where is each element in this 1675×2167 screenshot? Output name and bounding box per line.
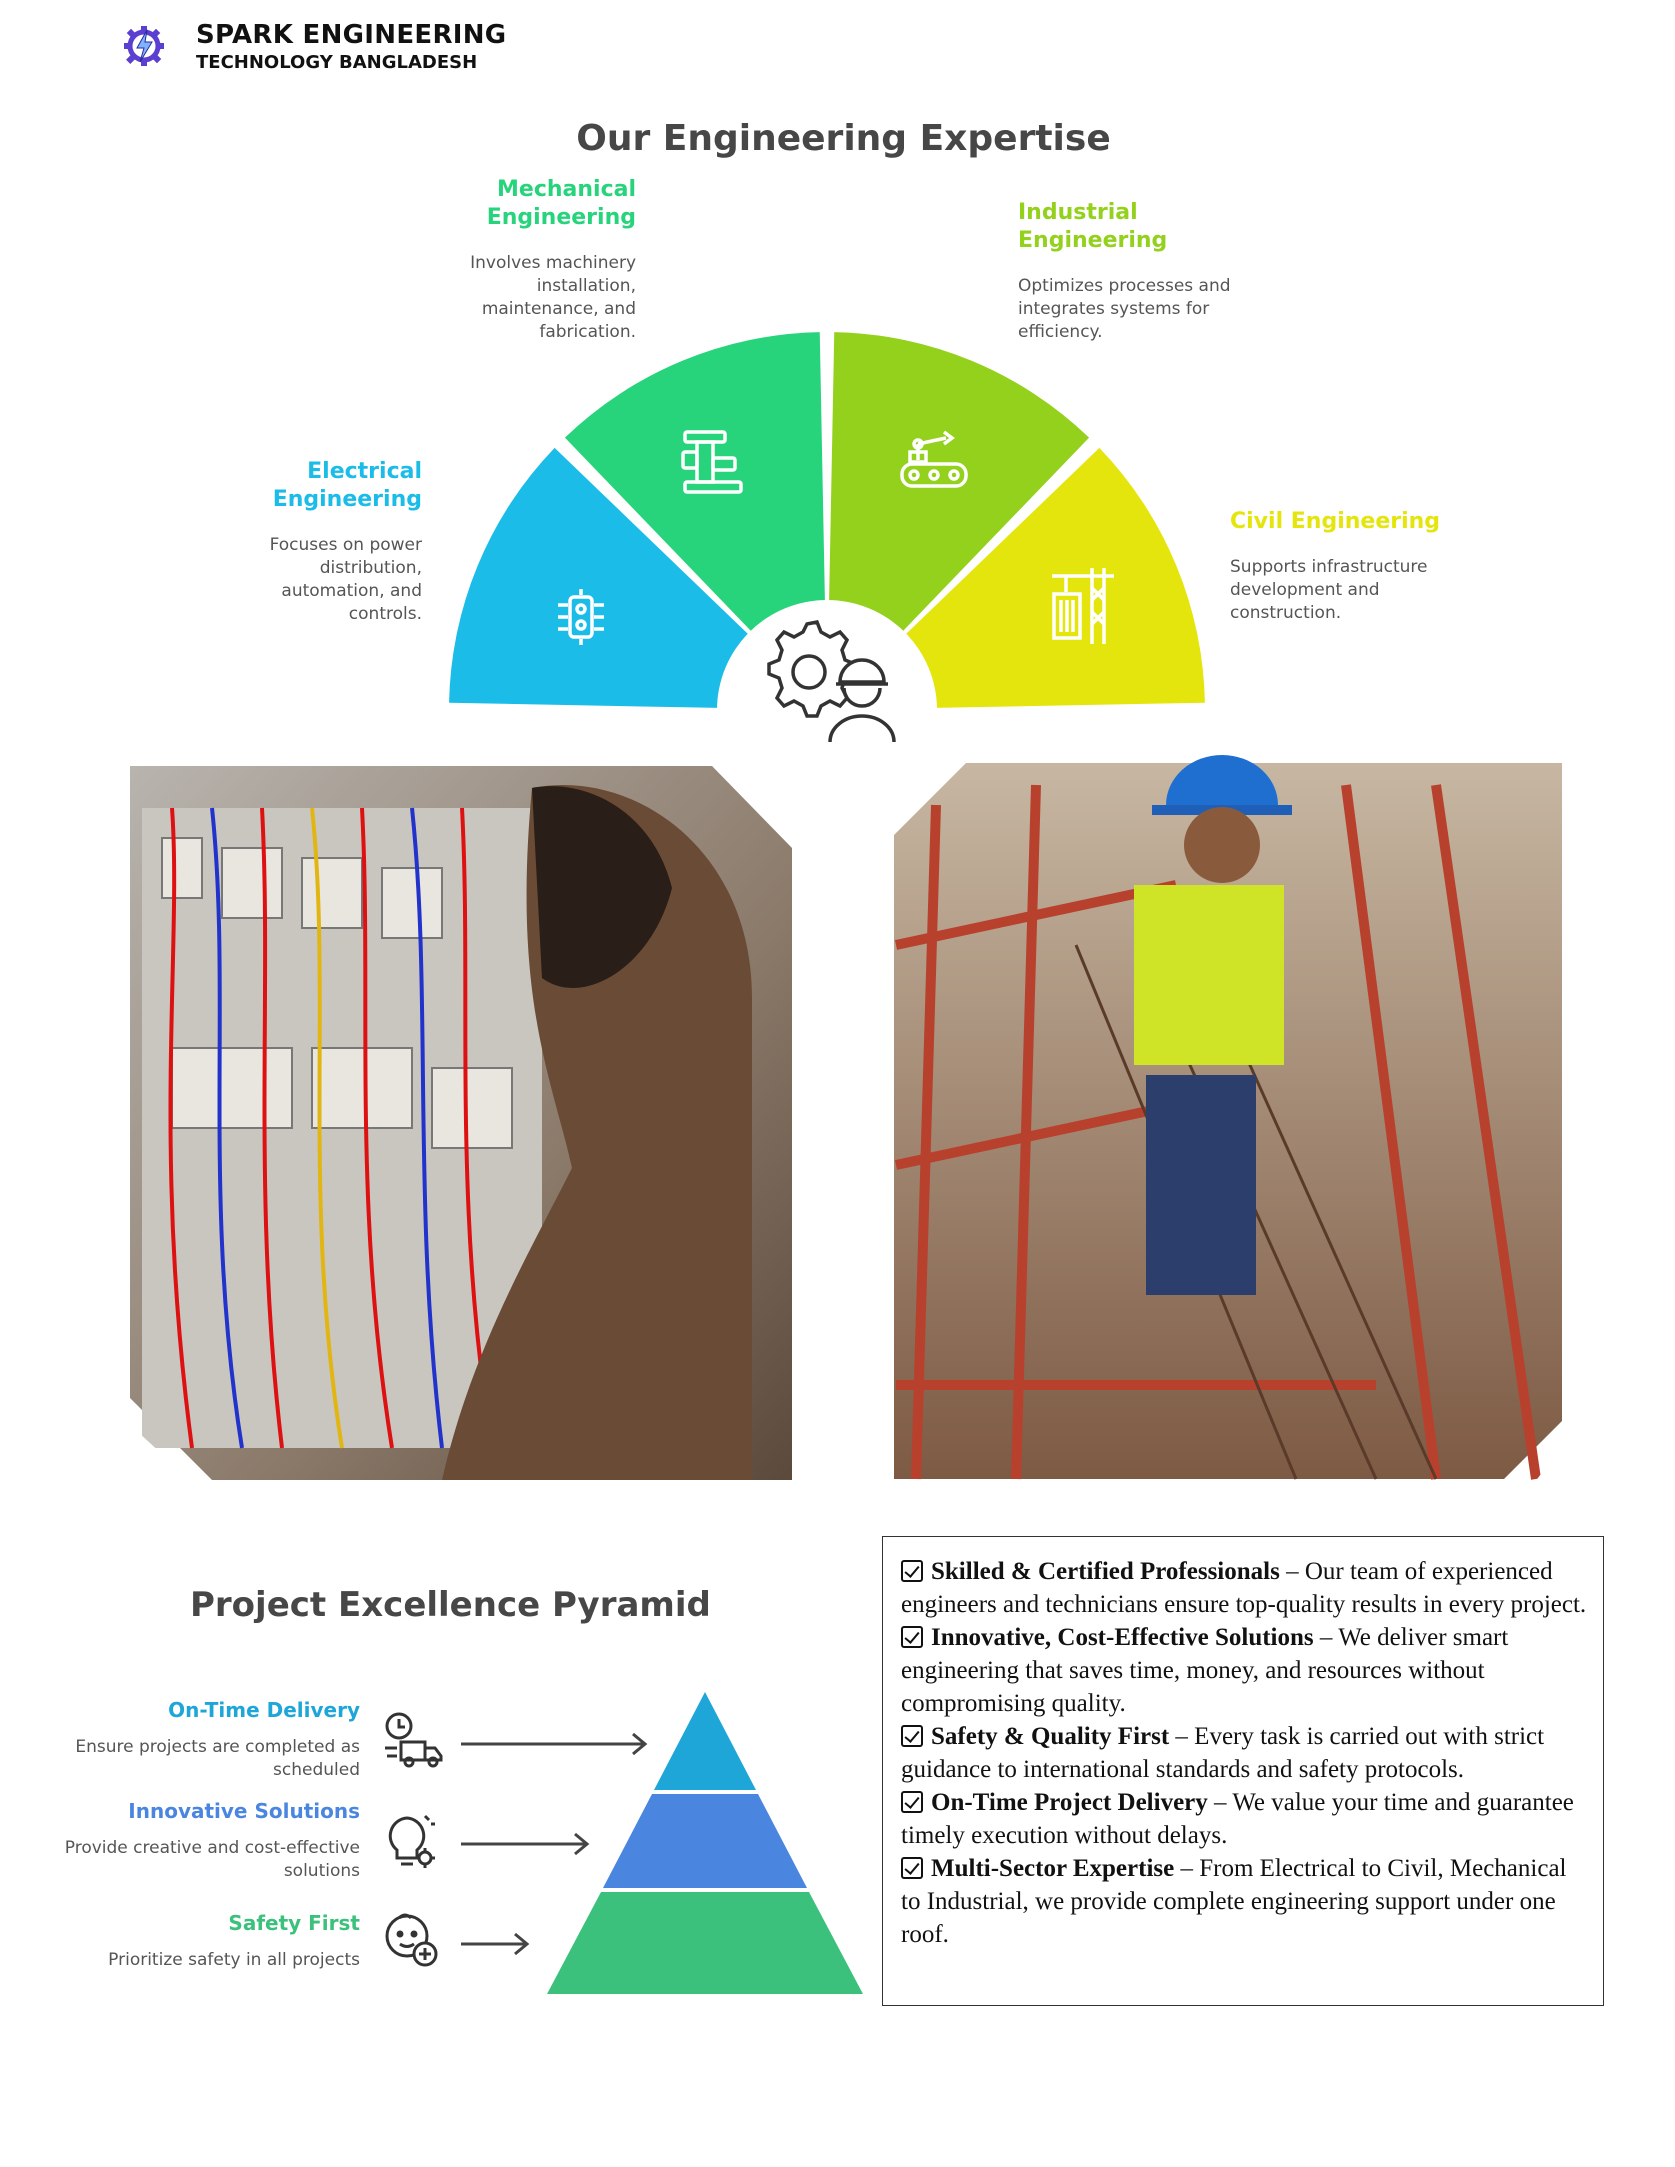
safety-first-group: [60, 1911, 360, 1972]
expertise-title: Our Engineering Expertise: [576, 118, 1111, 159]
highlight-item: Skilled & Certified Professionals – Our team of experienced engineers and technicians ensure top-quality results in every project.: [901, 1558, 1587, 1618]
pyramid-bottom-tier: [547, 1892, 863, 1994]
company-logo: [120, 22, 168, 70]
industrial-label-group: [1018, 199, 1278, 344]
pyramid-diagram: [375, 1690, 875, 2010]
industrial-heading: Industrial Engineering: [1018, 200, 1168, 253]
electrical-panel-wiring-photo: [112, 748, 810, 1498]
civil-heading: Civil Engineering: [1230, 509, 1441, 534]
mechanical-heading: Mechanical Engineering: [486, 177, 636, 230]
checkbox-icon: [901, 1626, 923, 1648]
highlight-item: On-Time Project Delivery – We value your time and guarantee timely execution without delays.: [901, 1789, 1574, 1849]
highlight-item: Innovative, Cost-Effective Solutions – We deliver smart engineering that saves time, money, and resources without compromising quality.: [901, 1624, 1509, 1717]
industrial-description: Optimizes processes and integrates systems for efficiency.: [1018, 276, 1231, 342]
innovative-solutions-group: [60, 1799, 360, 1883]
safety-first-description: Prioritize safety in all projects: [108, 1950, 360, 1970]
highlights-box: [882, 1536, 1604, 2006]
checkbox-icon: [901, 1560, 923, 1582]
on-time-delivery-heading: On-Time Delivery: [168, 1698, 360, 1722]
checkbox-icon: [901, 1725, 923, 1747]
highlight-item: Multi-Sector Expertise – From Electrical to Civil, Mechanical to Industrial, we provide complete engineering support under one roof.: [901, 1855, 1567, 1948]
mechanical-label-group: [400, 176, 636, 344]
pyramid-title: Project Excellence Pyramid: [190, 1585, 711, 1625]
mechanical-description: Involves machinery installation, maintenance, and fabrication.: [470, 253, 636, 342]
expertise-semicircle-diagram: [440, 330, 1220, 770]
innovative-solutions-heading: Innovative Solutions: [128, 1799, 360, 1823]
electrical-panel-photo: [112, 748, 810, 1498]
on-time-delivery-description: Ensure projects are completed as scheduled: [75, 1737, 360, 1780]
gear-lightning-logo-icon: [120, 22, 168, 70]
on-time-delivery-group: [60, 1698, 360, 1782]
highlight-item: Safety & Quality First – Every task is carried out with strict guidance to international standards and safety protocols.: [901, 1723, 1545, 1783]
pyramid-middle-tier: [603, 1794, 807, 1888]
civil-label-group: [1230, 508, 1470, 625]
construction-worker-scaffolding-photo: [876, 745, 1580, 1497]
safety-first-heading: Safety First: [228, 1911, 360, 1935]
innovative-solutions-description: Provide creative and cost-effective solutions: [64, 1838, 360, 1881]
pyramid-top-tier: [654, 1692, 756, 1790]
checkbox-icon: [901, 1857, 923, 1879]
baby-plus-icon: [387, 1915, 436, 1965]
company-subtitle: TECHNOLOGY BANGLADESH: [196, 52, 478, 73]
electrical-description: Focuses on power distribution, automation, and controls.: [269, 535, 422, 624]
civil-description: Supports infrastructure development and construction.: [1230, 557, 1428, 623]
electrical-label-group: [220, 458, 422, 626]
company-name: SPARK ENGINEERING: [196, 20, 507, 50]
construction-worker-photo: [876, 745, 1580, 1497]
lightbulb-gear-icon: [390, 1816, 435, 1868]
checkbox-icon: [901, 1791, 923, 1813]
electrical-heading: Electrical Engineering: [272, 459, 422, 512]
clock-truck-icon: [385, 1714, 441, 1766]
